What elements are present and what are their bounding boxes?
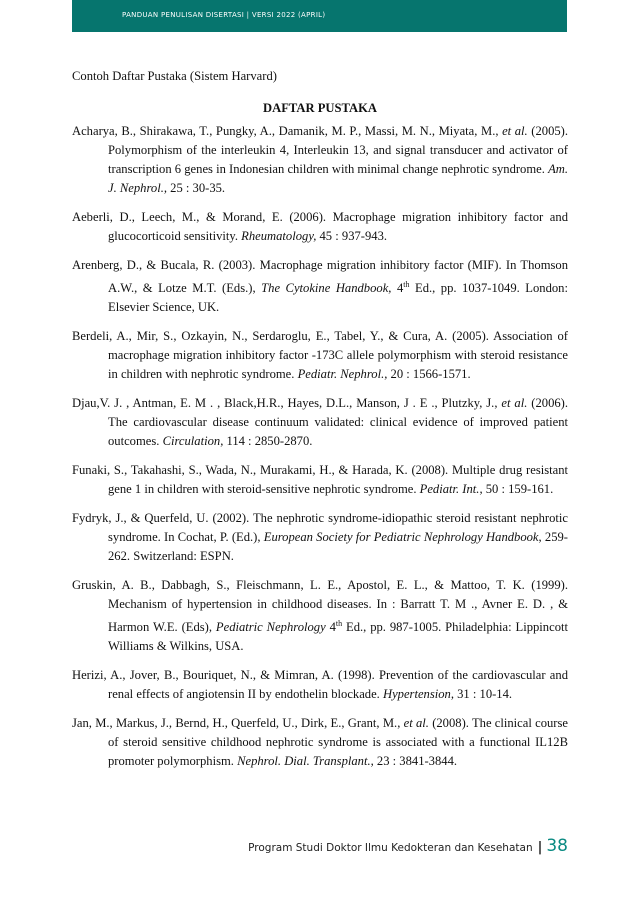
reference-item: Acharya, B., Shirakawa, T., Pungky, A., Damanik, M. P., Massi, M. N., Miyata, M., et al. (2005). Polymorphism of the interleukin 4, Interleukin 13, and signal transducer and activator of transcription 6 genes in Indonesian children with minimal change nephrotic syndrome. Am. J. Nephrol., 25 : 30-35. xyxy=(72,124,569,195)
header-title: PANDUAN PENULISAN DISERTASI | VERSI 2022 (APRIL) xyxy=(122,11,326,19)
reference-item: Jan, M., Markus, J., Bernd, H., Querfeld, U., Dirk, E., Grant, M., et al. (2008). The clinical course of steroid sensitive childhood nephrotic syndrome is associated with a functional IL12B promoter polymorphism. Nephrol. Dial. Transplant., 23 : 3841-3844. xyxy=(72,716,568,769)
reference-item: Arenberg, D., & Bucala, R. (2003). Macrophage migration inhibitory factor (MIF). In Thomson A.W., & Lotze M.T. (Eds.), The Cytokine Handbook, 4th Ed., pp. 1037-1049. London: Elsevier Science, UK. xyxy=(72,258,568,315)
page-footer xyxy=(248,836,568,856)
footer-program-name: Program Studi Doktor Ilmu Kedokteran dan Kesehatan xyxy=(248,842,533,854)
intro-text: Contoh Daftar Pustaka (Sistem Harvard) xyxy=(72,69,277,83)
reference-item: Aeberli, D., Leech, M., & Morand, E. (2006). Macrophage migration inhibitory factor and glucocorticoid sensitivity. Rheumatology, 45 : 937-943. xyxy=(72,210,568,243)
footer-separator: | xyxy=(537,840,543,855)
reference-item: Djau,V. J. , Antman, E. M . , Black,H.R., Hayes, D.L., Manson, J . E ., Plutzky, J., et al. (2006). The cardiovascular disease continuum validated: clinical evidence of improved patient outcomes. Circulation, 114 : 2850-2870. xyxy=(72,396,568,449)
reference-item: Funaki, S., Takahashi, S., Wada, N., Murakami, H., & Harada, K. (2008). Multiple drug resistant gene 1 in children with steroid-sensitive nephrotic syndrome. Pediatr. Int., 50 : 159-161. xyxy=(72,463,568,497)
reference-item: Gruskin, A. B., Dabbagh, S., Fleischmann, L. E., Apostol, E. L., & Mattoo, T. K. (1999). Mechanism of hypertension in childhood diseases. In : Barratt T. M ., Avner E. D. , & Harmon W.E. (Eds), Pediatric Nephrology 4th Ed., pp. 987-1005. Philadelphia: Lippincott Williams & Wilkins, USA. xyxy=(72,578,568,654)
reference-list xyxy=(72,122,568,771)
page-title: DAFTAR PUSTAKA xyxy=(263,101,377,115)
page-number: 38 xyxy=(546,836,568,856)
reference-item: Herizi, A., Jover, B., Bouriquet, N., & Mimran, A. (1998). Prevention of the cardiovascular and renal effects of angiotensin II by endothelin blockade. Hypertension, 31 : 10-14. xyxy=(72,668,568,702)
header-bar xyxy=(72,0,567,32)
reference-item: Fydryk, J., & Querfeld, U. (2002). The nephrotic syndrome-idiopathic steroid resistant nephrotic syndrome. In Cochat, P. (Ed.), European Society for Pediatric Nephrology Handbook, 259-262. Switzerland: ESPN. xyxy=(72,511,569,564)
document-body xyxy=(72,68,568,781)
reference-item: Berdeli, A., Mir, S., Ozkayin, N., Serdaroglu, E., Tabel, Y., & Cura, A. (2005). Association of macrophage migration inhibitory factor -173C allele polymorphism with steroid resistance in children with nephrotic syndrome. Pediatr. Nephrol., 20 : 1566-1571. xyxy=(72,329,568,382)
